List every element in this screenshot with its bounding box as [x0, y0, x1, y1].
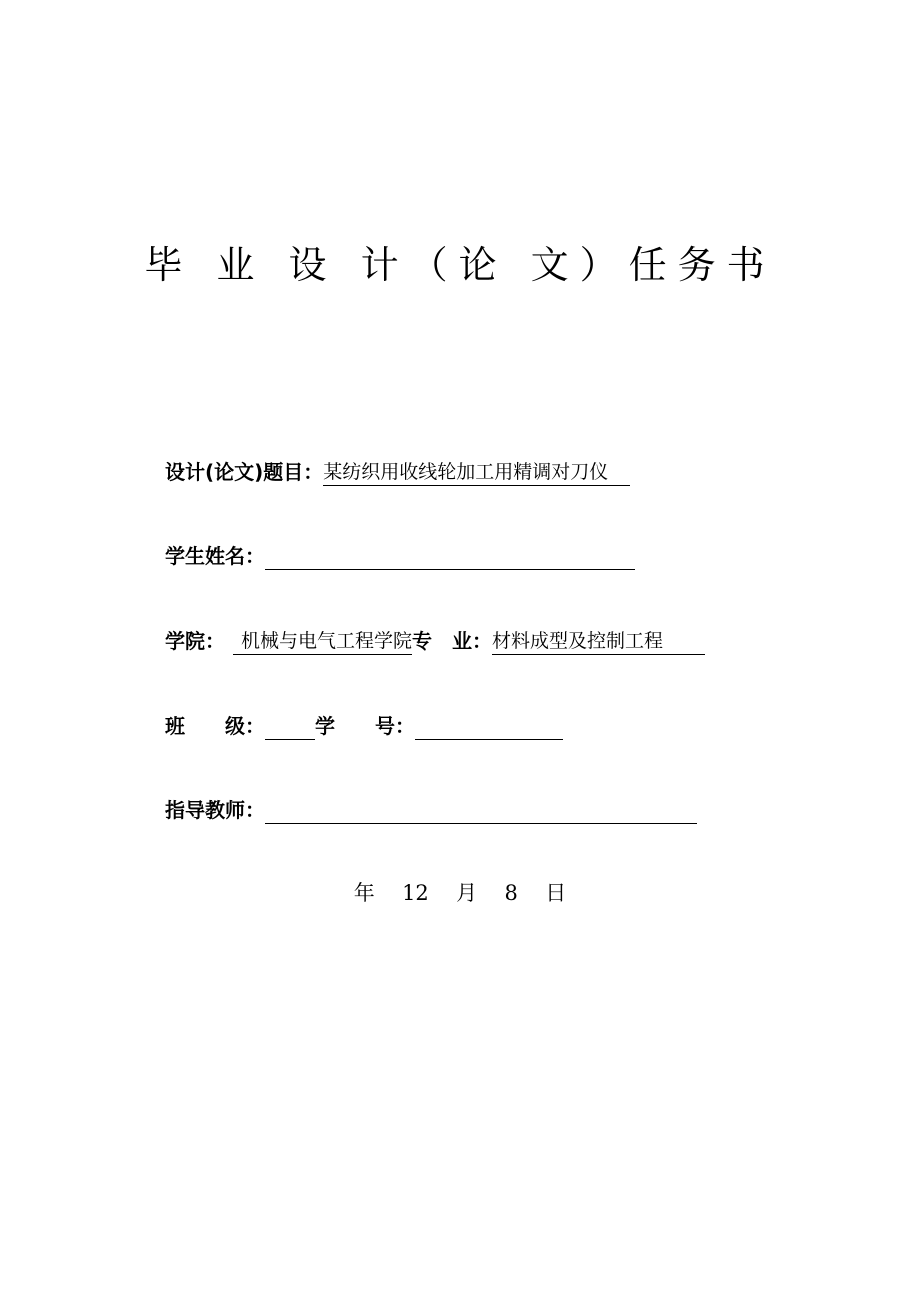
college-label: 学院：: [165, 629, 225, 653]
day-value: 8: [504, 881, 518, 905]
date-line: [0, 878, 920, 908]
day-label: 日: [545, 881, 567, 905]
month-label: 月: [456, 881, 478, 905]
class-id-row: [165, 706, 563, 740]
student-id-field[interactable]: [415, 713, 563, 740]
year-label: 年: [353, 881, 375, 905]
major-field[interactable]: [492, 627, 705, 655]
page-title: 毕 业 设 计（论 文）任务书: [144, 243, 776, 287]
month-value: 12: [402, 881, 429, 905]
topic-row: [165, 452, 630, 486]
class-label: 班 级：: [165, 714, 265, 738]
college-major-row: [165, 621, 705, 655]
college-value: 机械与电气工程学院: [241, 630, 413, 652]
name-row: [165, 536, 635, 570]
topic-field[interactable]: [323, 458, 630, 486]
student-id-label: 学 号：: [315, 714, 415, 738]
advisor-field[interactable]: [265, 797, 697, 824]
class-field[interactable]: [265, 713, 315, 740]
major-value: 材料成型及控制工程: [492, 630, 664, 652]
college-field[interactable]: [233, 627, 412, 655]
name-label: 学生姓名：: [165, 544, 265, 568]
major-label: 专 业：: [412, 629, 493, 653]
topic-value: 某纺织用收线轮加工用精调对刀仪: [323, 461, 609, 483]
advisor-label: 指导教师：: [165, 798, 265, 822]
advisor-row: [165, 790, 697, 824]
name-field[interactable]: [265, 543, 635, 570]
topic-label: 设计(论文)题目：: [165, 460, 324, 484]
